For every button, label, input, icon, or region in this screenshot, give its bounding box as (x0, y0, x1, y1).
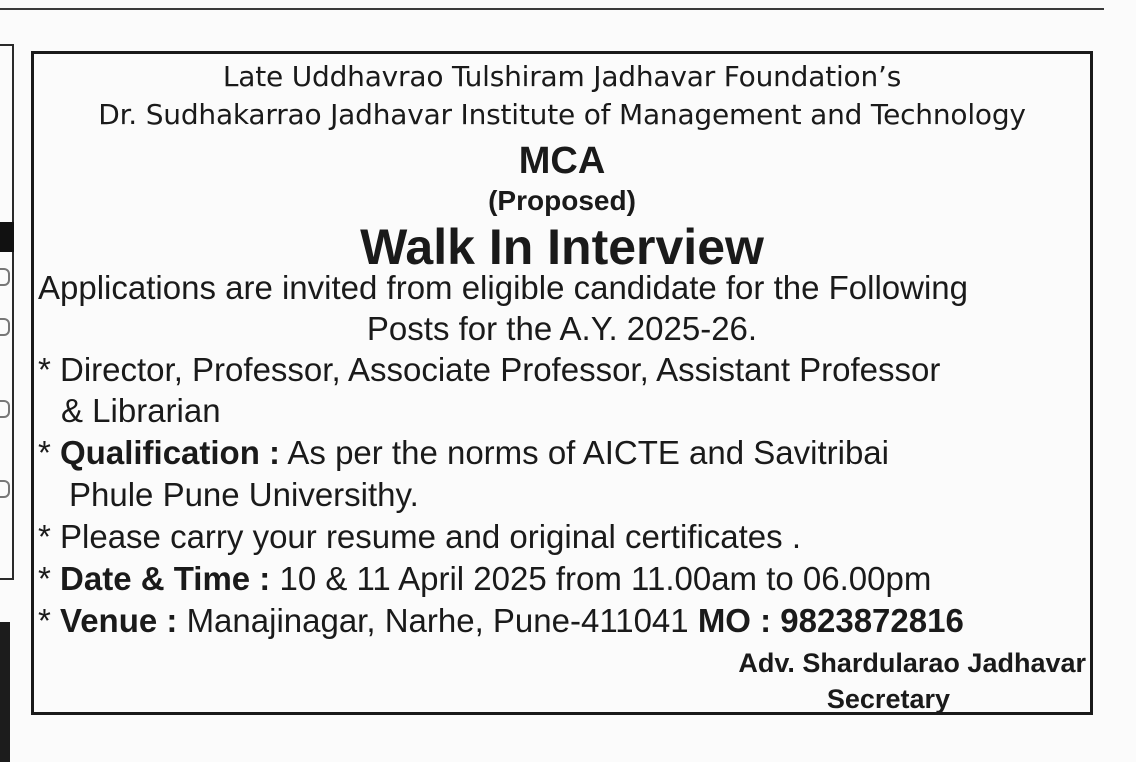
venue-line (38, 602, 964, 640)
date-time-line (38, 560, 931, 598)
venue-text: Manajinagar, Narhe, Pune-411041 (186, 602, 689, 639)
mobile-number: MO : 9823872816 (697, 602, 964, 639)
program-title: MCA (518, 140, 606, 182)
intro-line-2: Posts for the A.Y. 2025-26. (366, 310, 758, 347)
program-status: (Proposed) (488, 185, 636, 216)
adjacent-ad-dark-block (0, 622, 10, 762)
adjacent-ad-glyph (0, 400, 10, 418)
posts-line: * Director, Professor, Associate Professor, Assistant Professor (38, 351, 941, 388)
qualification-line-2: Phule Pune Universithy. (69, 476, 419, 513)
foundation-name: Late Uddhavrao Tulshiram Jadhavar Foundation’s (222, 60, 902, 93)
adjacent-ad-bar (0, 222, 14, 252)
advertisement-box (31, 51, 1093, 715)
posts-line-2: & Librarian (61, 392, 221, 429)
date-time-label: Date & Time : (60, 560, 271, 597)
top-rule (0, 8, 1104, 10)
institute-name: Dr. Sudhakarrao Jadhavar Institute of Management and Technology (98, 98, 1026, 131)
adjacent-ad-glyph (0, 318, 10, 336)
headline: Walk In Interview (360, 219, 764, 275)
signatory-title: Secretary (826, 684, 950, 714)
intro-line: Applications are invited from eligible candidate for the Following (38, 269, 969, 306)
date-time-text: 10 & 11 April 2025 from 11.00am to 06.00pm (279, 560, 932, 597)
bullet: * (38, 434, 51, 471)
adjacent-ad-border (0, 44, 14, 580)
signatory-name: Adv. Shardularao Jadhavar (738, 648, 1086, 678)
qualification-text: As per the norms of AICTE and Savitribai (287, 434, 889, 471)
adjacent-ad-glyph (0, 480, 10, 498)
adjacent-ad-glyph (0, 268, 10, 286)
bullet: * (38, 560, 51, 597)
bullet: * (38, 602, 51, 639)
qualification-line (38, 434, 889, 472)
qualification-label: Qualification : (60, 434, 281, 471)
venue-label: Venue : (60, 602, 178, 639)
carry-documents-line: * Please carry your resume and original certificates . (38, 518, 801, 555)
